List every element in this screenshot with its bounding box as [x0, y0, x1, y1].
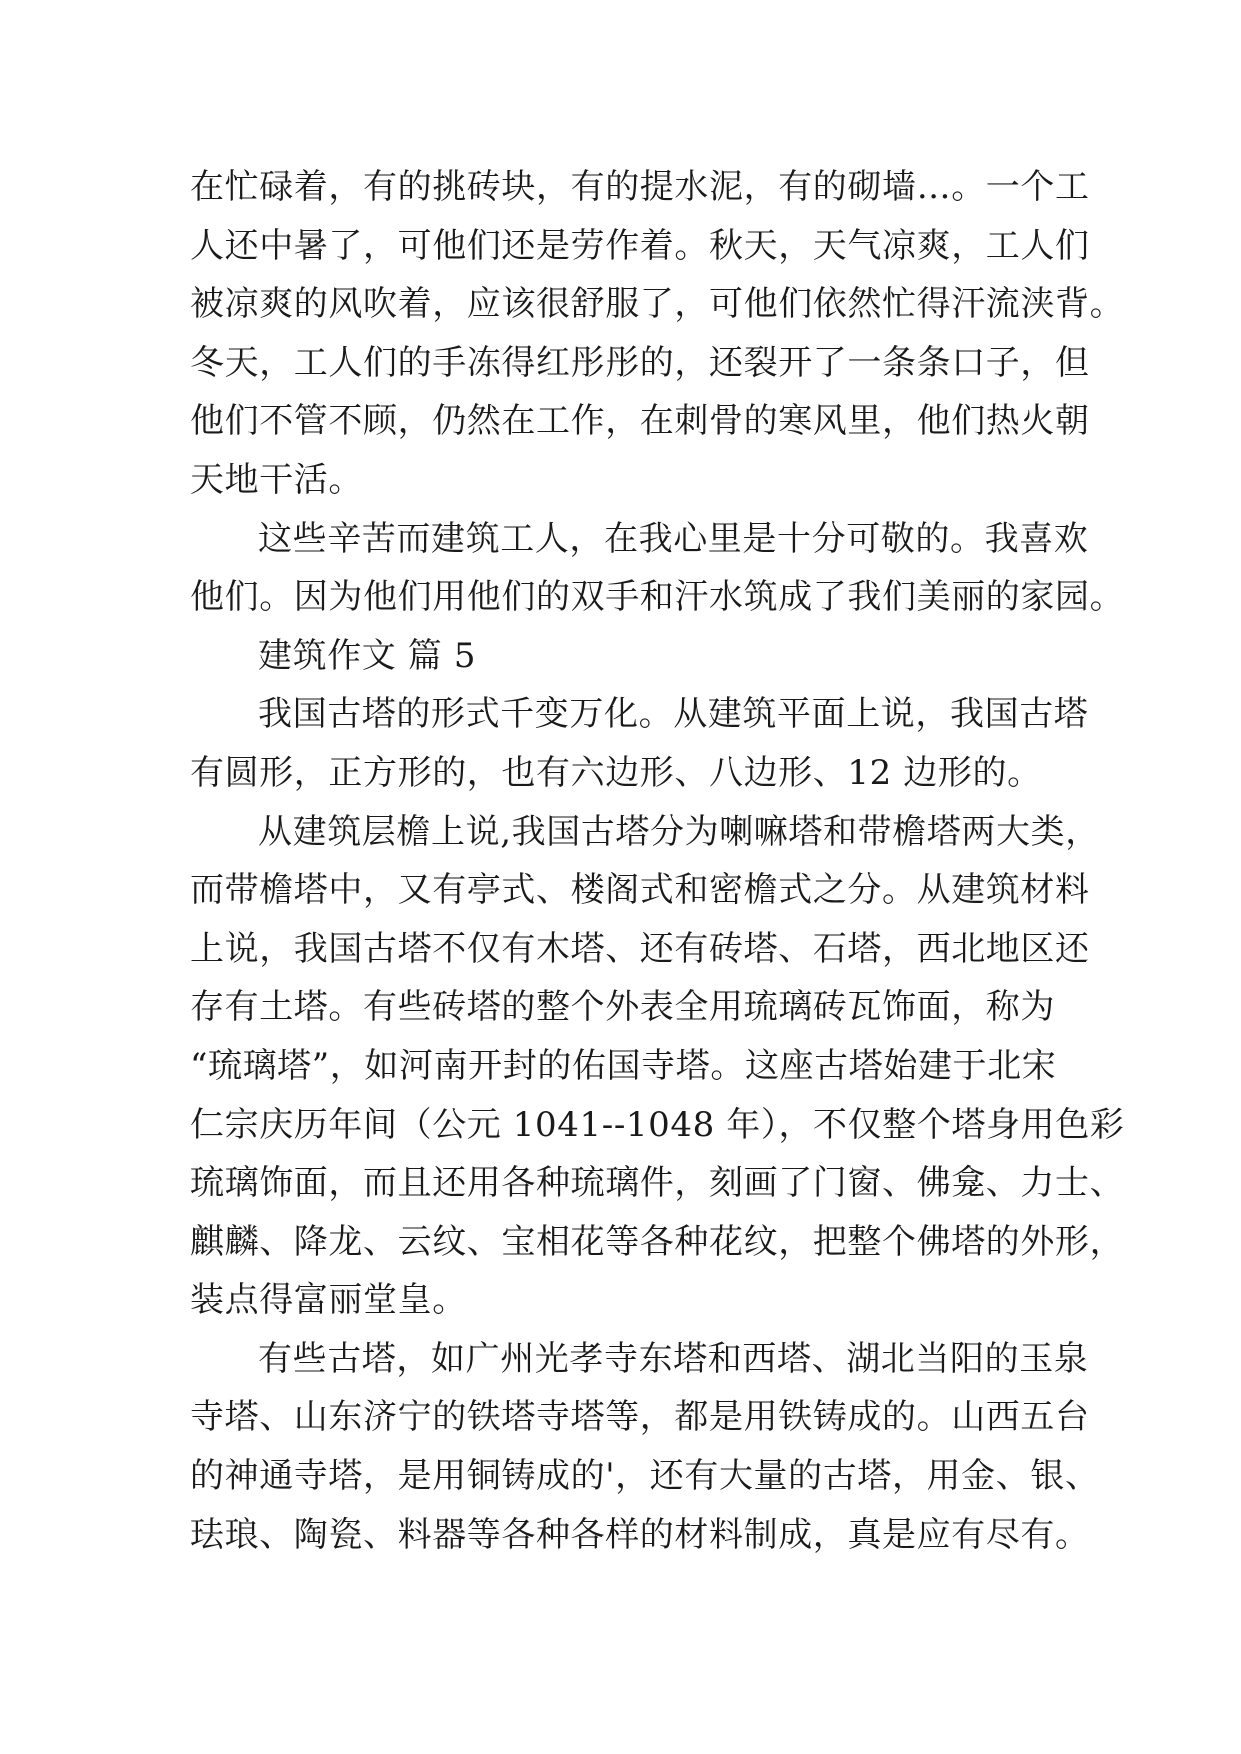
- text-line: 我国古塔的形式千变万化。从建筑平面上说，我国古塔: [258, 694, 1089, 735]
- text-line: 这些辛苦而建筑工人，在我心里是十分可敬的。我喜欢: [258, 518, 1089, 559]
- text-line: 在忙碌着，有的挑砖块，有的提水泥，有的砌墙…。一个工: [190, 167, 1090, 207]
- text-line: 装点得富丽堂皇。: [190, 1280, 467, 1321]
- text-line: 而带檐塔中，又有亭式、楼阁式和密檐式之分。从建筑材料: [190, 870, 1090, 911]
- document-body: [190, 158, 1125, 1564]
- text-line: 上说，我国古塔不仅有木塔、还有砖塔、石塔，西北地区还: [190, 928, 1090, 969]
- text-line: 存有土塔。有些砖塔的整个外表全用琉璃砖瓦饰面，称为: [190, 987, 1055, 1028]
- text-line: 寺塔、山东济宁的铁塔寺塔等，都是用铁铸成的。山西五台: [190, 1397, 1090, 1438]
- text-line: 冬天，工人们的手冻得红彤彤的，还裂开了一条条口子，但: [190, 342, 1090, 383]
- text-line: 珐琅、陶瓷、料器等各种各样的材料制成，真是应有尽有。: [190, 1514, 1090, 1555]
- text-line: “琉璃塔”，如河南开封的佑国寺塔。这座古塔始建于北宋: [190, 1045, 1057, 1086]
- text-line: 仁宗庆历年间（公元 1041--1048 年），不仅整个塔身用色彩: [190, 1104, 1125, 1145]
- text-line: 天地干活。: [190, 459, 363, 500]
- text-line: 他们不管不顾，仍然在工作，在刺骨的寒风里，他们热火朝: [190, 401, 1090, 442]
- text-line: 琉璃饰面，而且还用各种琉璃件，刻画了门窗、佛龛、力士、: [190, 1163, 1125, 1204]
- text-line: 的神通寺塔，是用铜铸成的'，还有大量的古塔，用金、银、: [190, 1456, 1100, 1497]
- text-line: 有圆形，正方形的，也有六边形、八边形、12 边形的。: [190, 752, 1042, 793]
- text-line: 建筑作文 篇 5: [258, 635, 477, 676]
- text-line: 被凉爽的风吹着，应该很舒服了，可他们依然忙得汗流浃背。: [190, 284, 1125, 325]
- text-line: 麒麟、降龙、云纹、宝相花等各种花纹，把整个佛塔的外形，: [190, 1221, 1125, 1262]
- text-line: 有些古塔，如广州光孝寺东塔和西塔、湖北当阳的玉泉: [258, 1338, 1089, 1379]
- text-line: 他们。因为他们用他们的双手和汗水筑成了我们美丽的家园。: [190, 577, 1125, 618]
- text-line: 从建筑层檐上说,我国古塔分为喇嘛塔和带檐塔两大类，: [258, 811, 1100, 852]
- text-line: 人还中暑了，可他们还是劳作着。秋天，天气凉爽，工人们: [190, 225, 1090, 266]
